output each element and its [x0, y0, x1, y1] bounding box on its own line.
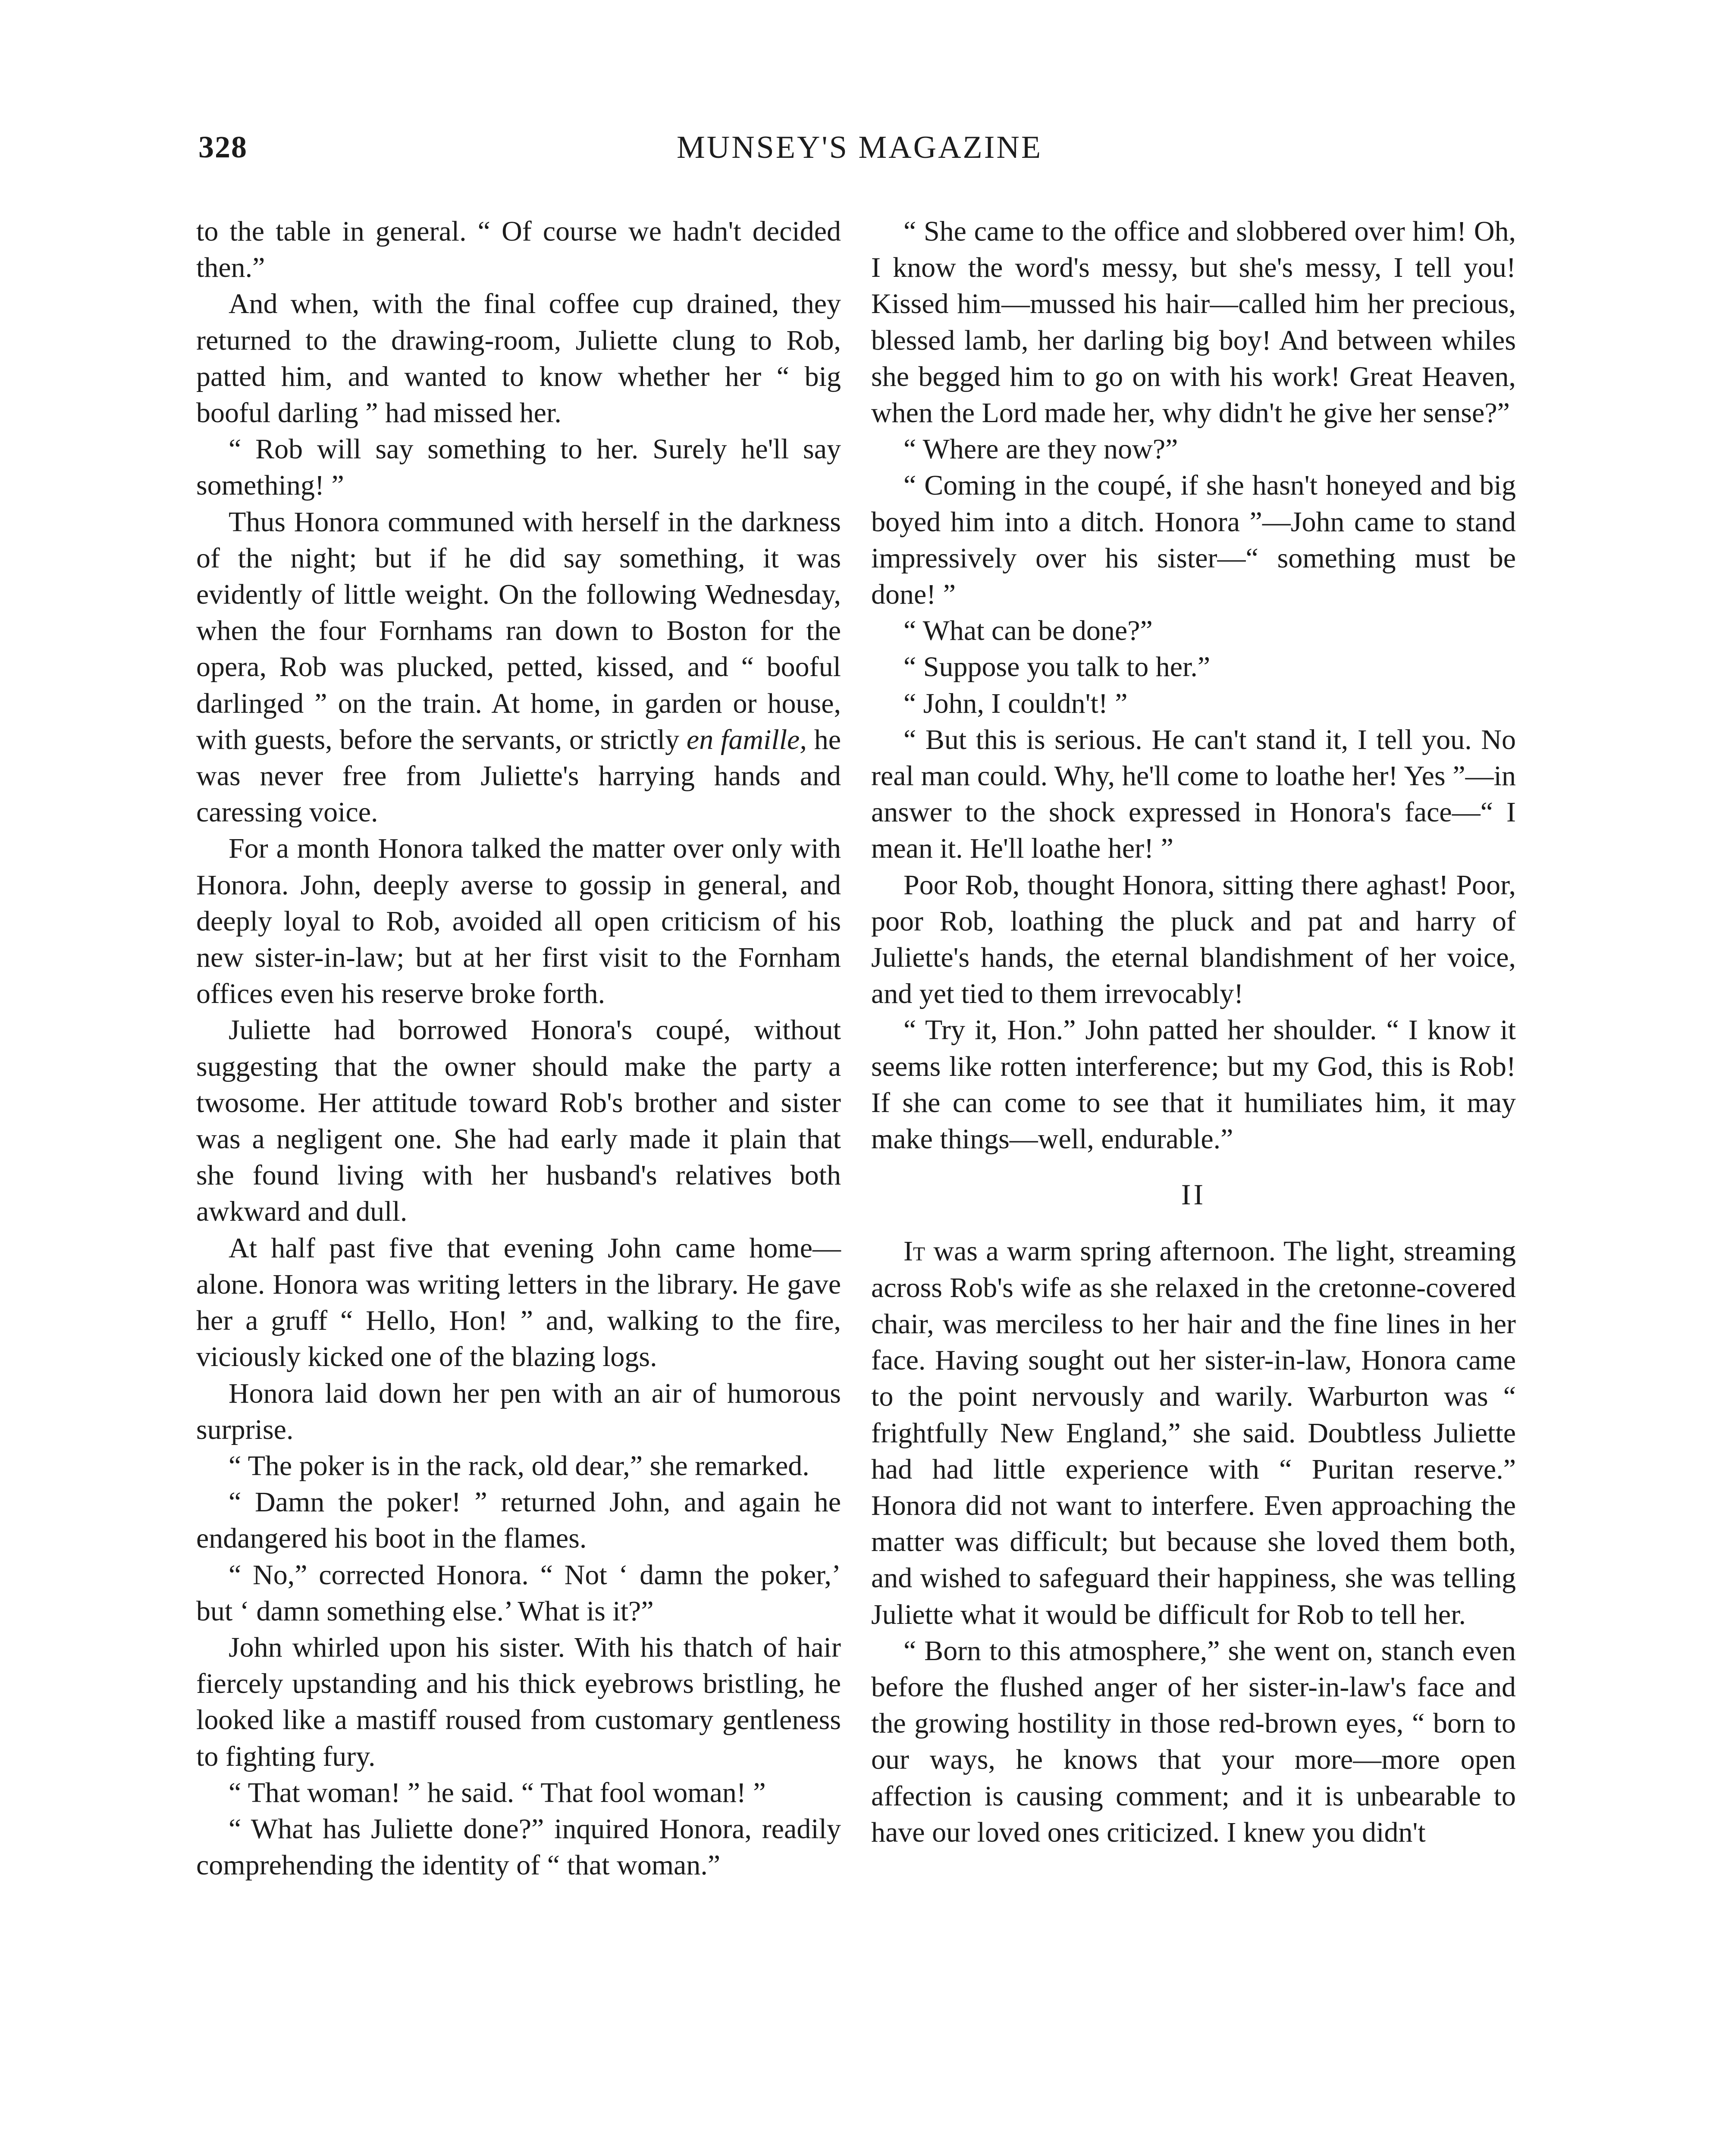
paragraph-text: Thus Honora communed with herself in the darkness of the night; but if he did say something, it was evidently of little weight. On the following Wednesday, when the four Fornhams ran down to Boston for the opera, Rob was plucked, petted, kissed, and “ booful darlinged ” on the train. At home, in garden or house, with guests, before the servants, or strictly: [196, 506, 841, 755]
paragraph: And when, with the final coffee cup drained, they returned to the drawing-room, Juliette clung to Rob, patted him, and wanted to know whether her “ big booful darling ” had missed her.: [196, 288, 841, 429]
paragraph: “ Coming in the coupé, if she hasn't honeyed and big boyed him into a ditch. Honora ”—John came to stand impressively over his sister—“ something must be done! ”: [871, 470, 1516, 611]
paragraph: For a month Honora talked the matter over only with Honora. John, deeply averse to gossip in general, and deeply loyal to Rob, avoided all open criticism of his new sister-in-law; but at her first visit to the Fornham offices even his reserve broke forth.: [196, 833, 841, 1010]
paragraph: “ Rob will say something to her. Surely he'll say something! ”: [196, 433, 841, 501]
paragraph-text: was a warm spring afternoon. The light, streaming across Rob's wife as she relaxed in the cretonne-covered chair, was merciless to her hair and the fine lines in her face. Having sought out her sister-in-law, Honora came to the point nervously and warily. Warburton was “ frightfully New England,” she said. Doubtless Juliette had had little experience with “ Puritan reserve.” Honora did not want to interfere. Even approaching the matter was difficult; but because she loved them both, and wished to safeguard their happiness, she was telling Juliette what it would be difficult for Rob to tell her.: [871, 1235, 1516, 1630]
paragraph: “ The poker is in the rack, old dear,” she remarked.: [229, 1450, 809, 1482]
paragraph: John whirled upon his sister. With his thatch of hair fiercely upstanding and his thick eyebrows bristling, he looked like a mastiff roused from customary gentleness to fighting fury.: [196, 1631, 841, 1772]
paragraph: to the table in general. “ Of course we hadn't decided then.”: [196, 216, 841, 284]
paragraph: Juliette had borrowed Honora's coupé, without suggesting that the owner should make the party a twosome. Her attitude toward Rob's brother and sister was a negligent one. She had early made it plain that she found living with her husband's relatives both awkward and dull.: [196, 1014, 841, 1228]
paragraph: “ What can be done?”: [903, 615, 1153, 647]
paragraph: “ John, I couldn't! ”: [903, 687, 1128, 719]
paragraph: “ That woman! ” he said. “ That fool woman! ”: [229, 1777, 766, 1808]
paragraph: Poor Rob, thought Honora, sitting there aghast! Poor, poor Rob, loathing the pluck and pat and harry of Juliette's hands, the eternal blandishment of her voice, and yet tied to them irrevocably!: [871, 869, 1516, 1010]
paragraph: “ What has Juliette done?” inquired Honora, readily comprehending the identity of “ that woman.”: [196, 1813, 841, 1881]
section-heading: II: [1181, 1178, 1206, 1211]
paragraph: “ Where are they now?”: [903, 433, 1178, 465]
paragraph-text: he was never free from Juliette's harrying hands and caressing voice.: [196, 724, 841, 828]
page-number: 328: [198, 130, 248, 164]
paragraph: [196, 504, 841, 831]
paragraph: “ Suppose you talk to her.”: [903, 651, 1211, 683]
paragraph: Honora laid down her pen with an air of humorous surprise.: [196, 1377, 841, 1445]
left-column: [196, 213, 841, 1883]
italic-phrase: en famille,: [686, 724, 807, 755]
running-head: MUNSEY'S MAGAZINE: [676, 130, 1043, 165]
right-column: [871, 213, 1516, 1851]
paragraph: “ Try it, Hon.” John patted her shoulder. “ I know it seems like rotten interference; but my God, this is Rob! If she can come to see that it humiliates him, it may make things—well, endurable.”: [871, 1014, 1516, 1155]
paragraph: “ Born to this atmosphere,” she went on, stanch even before the flushed anger of her sister-in-law's face and the growing hostility in those red-brown eyes, “ born to our ways, he knows that your more—more open affection is causing comment; and it is unbearable to have our loved ones criticized. I knew you didn't: [871, 1635, 1516, 1848]
paragraph: “ Damn the poker! ” returned John, and again he endangered his boot in the flames.: [196, 1486, 841, 1554]
paragraph: “ But this is serious. He can't stand it, I tell you. No real man could. Why, he'll come to loathe her! Yes ”—in answer to the shock expressed in Honora's face—“ I mean it. He'll loathe her! ”: [871, 724, 1516, 865]
paragraph: [871, 1233, 1516, 1633]
section-first-word: It: [903, 1235, 925, 1267]
paragraph: At half past five that evening John came home—alone. Honora was writing letters in the library. He gave her a gruff “ Hello, Hon! ” and, walking to the fire, viciously kicked one of the blazing logs.: [196, 1232, 841, 1373]
paragraph: “ She came to the office and slobbered over him! Oh, I know the word's messy, but she's messy, I tell you! Kissed him—mussed his hair—called him her precious, blessed lamb, her darling big boy! And between whiles she begged him to go on with his work! Great Heaven, when the Lord made her, why didn't he give her sense?”: [871, 216, 1516, 429]
paragraph: “ No,” corrected Honora. “ Not ‘ damn the poker,’ but ‘ damn something else.’ What is it?”: [196, 1559, 841, 1627]
